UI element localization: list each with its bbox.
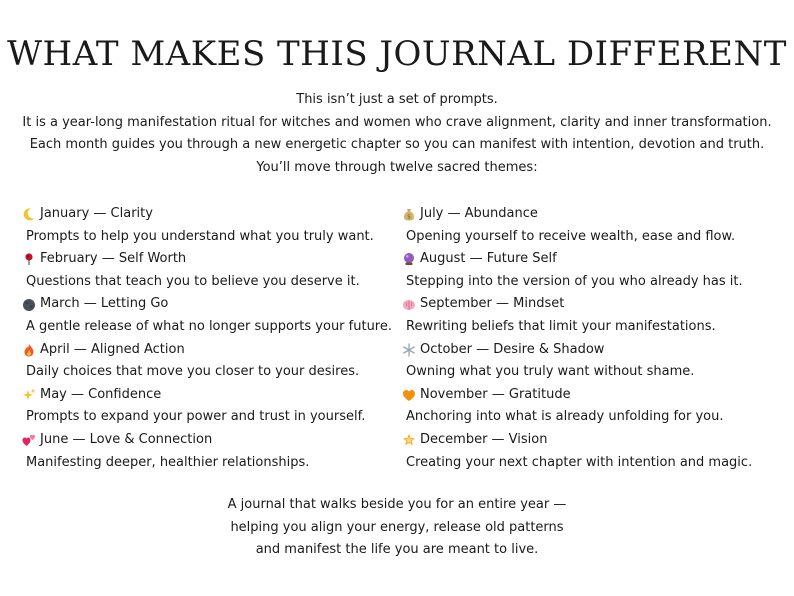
intro-line: Each month guides you through a new energetic chapter so you can manifest with intention, devotion and truth. xyxy=(29,137,765,152)
closing-line: A journal that walks beside you for an entire year — xyxy=(227,497,567,512)
month-heading: January — Clarity xyxy=(40,206,153,221)
intro-line: It is a year-long manifestation ritual for witches and women who crave alignment, clarity and inner transformation. xyxy=(22,114,772,130)
months-right-column xyxy=(402,203,782,474)
month-item-march xyxy=(22,293,392,338)
month-item-april xyxy=(22,339,392,384)
month-description: Questions that teach you to believe you deserve it. xyxy=(26,273,360,289)
intro-line: You’ll move through twelve sacred themes: xyxy=(256,159,538,175)
month-item-may xyxy=(22,384,392,429)
month-item-june xyxy=(22,429,392,474)
month-heading: May — Confidence xyxy=(40,386,162,402)
month-description: Prompts to help you understand what you truly want. xyxy=(26,228,374,244)
months-left-column xyxy=(22,203,392,474)
crystal-ball-icon xyxy=(402,252,417,266)
page-title: WHAT MAKES THIS JOURNAL DIFFERENT xyxy=(7,34,787,74)
month-heading: February — Self Worth xyxy=(40,251,187,267)
month-heading: October — Desire & Shadow xyxy=(420,341,605,357)
rose-icon xyxy=(22,252,37,266)
month-description: Owning what you truly want without shame. xyxy=(406,364,695,380)
month-description: Anchoring into what is already unfolding for you. xyxy=(406,409,724,425)
fire-icon xyxy=(22,343,37,357)
glowing-star-icon xyxy=(402,433,417,447)
money-bag-icon xyxy=(402,207,417,221)
month-description: Stepping into the version of you who already has it. xyxy=(406,273,743,289)
month-heading: March — Letting Go xyxy=(40,296,169,312)
month-description: Manifesting deeper, healthier relationships. xyxy=(26,454,310,470)
month-heading: April — Aligned Action xyxy=(40,341,185,357)
crescent-moon-icon xyxy=(22,207,37,221)
month-item-january xyxy=(22,203,392,248)
month-heading: November — Gratitude xyxy=(420,386,571,402)
month-heading: July — Abundance xyxy=(420,206,538,221)
month-heading: September — Mindset xyxy=(420,296,565,312)
month-description: Creating your next chapter with intention and magic. xyxy=(406,454,753,470)
month-item-december xyxy=(402,429,782,474)
orange-heart-icon xyxy=(402,388,417,402)
month-description: Prompts to expand your power and trust in yourself. xyxy=(26,409,366,425)
month-description: Daily choices that move you closer to your desires. xyxy=(26,364,360,380)
month-item-august xyxy=(402,248,782,293)
intro-paragraph xyxy=(0,89,794,179)
closing-line: helping you align your energy, release old patterns xyxy=(230,519,564,535)
month-heading: August — Future Self xyxy=(420,251,557,267)
month-heading: June — Love & Connection xyxy=(40,431,213,447)
month-item-october xyxy=(402,339,782,384)
month-item-november xyxy=(402,384,782,429)
month-description: Opening yourself to receive wealth, ease and flow. xyxy=(406,228,736,244)
brain-icon xyxy=(402,298,417,312)
hearts-icon xyxy=(22,433,37,447)
snowflake-icon xyxy=(402,343,417,357)
month-description: Rewriting beliefs that limit your manifestations. xyxy=(406,318,716,334)
month-item-september xyxy=(402,293,782,338)
month-item-february xyxy=(22,248,392,293)
month-heading: December — Vision xyxy=(420,431,548,447)
closing-paragraph xyxy=(0,494,794,562)
intro-line: This isn’t just a set of prompts. xyxy=(296,92,498,107)
closing-line: and manifest the life you are meant to live. xyxy=(255,542,539,558)
new-moon-icon xyxy=(22,298,37,312)
svg-text:$: $ xyxy=(407,213,411,221)
month-item-july xyxy=(402,203,782,248)
month-description: A gentle release of what no longer supports your future. xyxy=(26,318,392,334)
sparkles-icon xyxy=(22,388,37,402)
